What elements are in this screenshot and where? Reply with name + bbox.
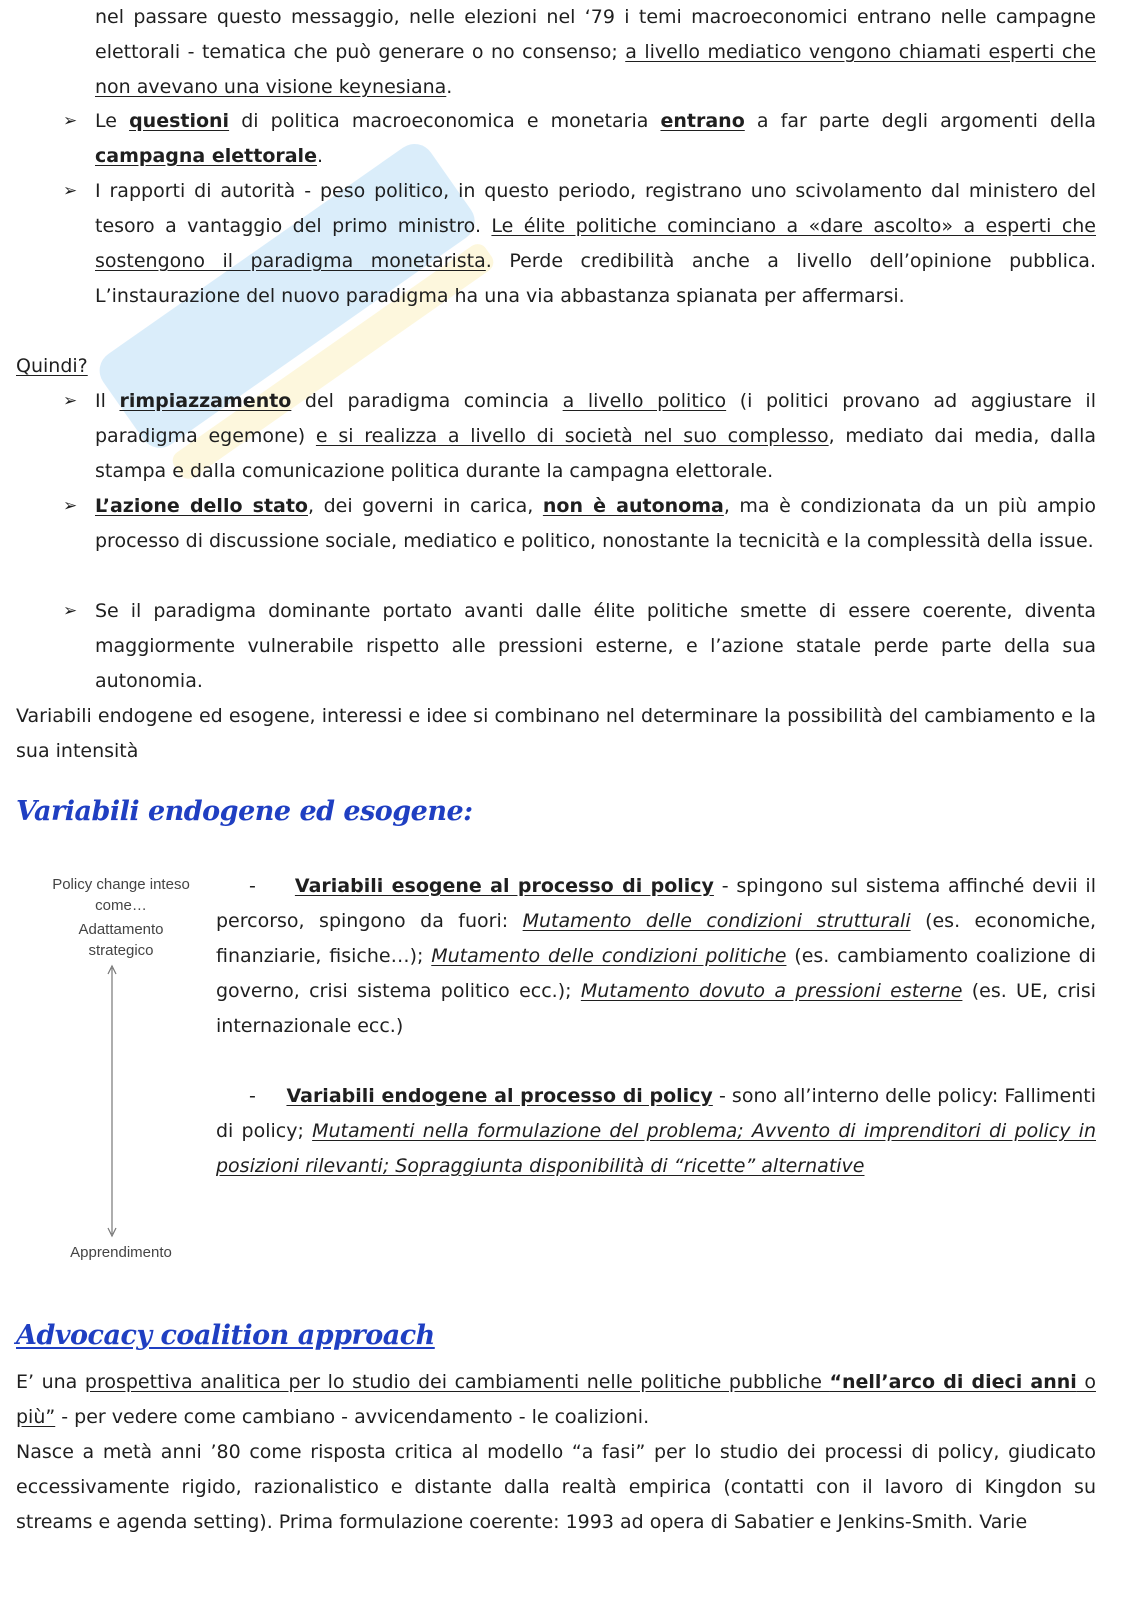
- diagram-label-bottom: Apprendimento: [70, 1244, 172, 1261]
- arrow-bullet-icon: ➢: [63, 111, 78, 131]
- variable-item: - Variabili esogene al processo di policy - spingono sul sistema affinché devii il percorso, spingono da fuori: Mutamento delle condizioni strutturali (es. economiche, finanziarie, fisiche…); Mutamento delle condizioni politiche (es. cambiamento coalizione di governo, crisi sistema politico ecc.); Mutamento dovuto a pressioni esterne (es. UE, crisi internazionale ecc.): [216, 875, 1097, 1037]
- variable-item: - Variabili endogene al processo di policy - sono all’interno delle policy: Fallimenti di policy; Mutamenti nella formulazione del problema; Avvento di imprenditori di policy in posizioni rilevanti; Sopraggiunta disponibilità di “ricette” alternative: [216, 1085, 1096, 1177]
- double-arrow-icon: [26, 962, 216, 1242]
- diagram-label-top: Policy change inteso: [52, 876, 190, 893]
- paragraph: Variabili endogene ed esogene, interessi e idee si combinano nel determinare la possibilità del cambiamento e la sua intensità: [16, 705, 1096, 762]
- section-heading: Variabili endogene ed esogene:: [16, 796, 473, 827]
- diagram-label-top-2: come…: [95, 897, 147, 914]
- diagram-label-mid-2: strategico: [88, 942, 154, 959]
- arrow-bullet-icon: ➢: [63, 391, 78, 411]
- diagram-label-mid: Adattamento: [78, 921, 164, 938]
- bullet-item: ➢ L’azione dello stato, dei governi in carica, non è autonoma, ma è condizionata da un più ampio processo di discussione sociale, mediatico e politico, nonostante la tecnicità e la complessità della issue.: [95, 489, 1096, 559]
- policy-change-diagram: [26, 870, 216, 1270]
- arrow-bullet-icon: ➢: [63, 601, 78, 621]
- paragraph-continuation: nel passare questo messaggio, nelle elezioni nel ‘79 i temi macroeconomici entrano nelle campagne elettorali - tematica che può generare o no consenso; a livello mediatico vengono chiamati esperti che non avevano una visione keynesiana.: [95, 6, 1096, 98]
- arrow-bullet-icon: ➢: [63, 181, 78, 201]
- bullet-item: ➢ I rapporti di autorità - peso politico, in questo periodo, registrano uno scivolamento dal ministero del tesoro a vantaggio del primo ministro. Le élite politiche cominciano a «dare ascolto» a esperti che sostengono il paradigma monetarista. Perde credibilità anche a livello dell’opinione pubblica. L’instaurazione del nuovo paradigma ha una via abbastanza spianata per affermarsi.: [95, 174, 1096, 314]
- paragraph: Nasce a metà anni ’80 come risposta critica al modello “a fasi” per lo studio dei processi di policy, giudicato eccessivamente rigido, razionalistico e distante dalla realtà empirica (contatti con il lavoro di Kingdon su streams e agenda setting). Prima formulazione coerente: 1993 ad opera di Sabatier e Jenkins-Smith. Varie: [16, 1441, 1096, 1533]
- section-heading: Advocacy coalition approach: [16, 1320, 435, 1351]
- bullet-item: ➢ Se il paradigma dominante portato avanti dalle élite politiche smette di essere coerente, diventa maggiormente vulnerabile rispetto alle pressioni esterne, e l’azione statale perde parte della sua autonomia.: [95, 594, 1096, 699]
- bullet-item: ➢ Le questioni di politica macroeconomica e monetaria entrano a far parte degli argomenti della campagna elettorale.: [95, 104, 1096, 174]
- bullet-item: ➢ Il rimpiazzamento del paradigma comincia a livello politico (i politici provano ad aggiustare il paradigma egemone) e si realizza a livello di società nel suo complesso, mediato dai media, dalla stampa e dalla comunicazione politica durante la campagna elettorale.: [95, 384, 1096, 489]
- arrow-bullet-icon: ➢: [63, 496, 78, 516]
- paragraph: E’ una prospettiva analitica per lo studio dei cambiamenti nelle politiche pubbliche “nell’arco di dieci anni o più” - per vedere come cambiano - avvicendamento - le coalizioni.: [16, 1371, 1096, 1428]
- quindi-label: Quindi?: [16, 355, 88, 377]
